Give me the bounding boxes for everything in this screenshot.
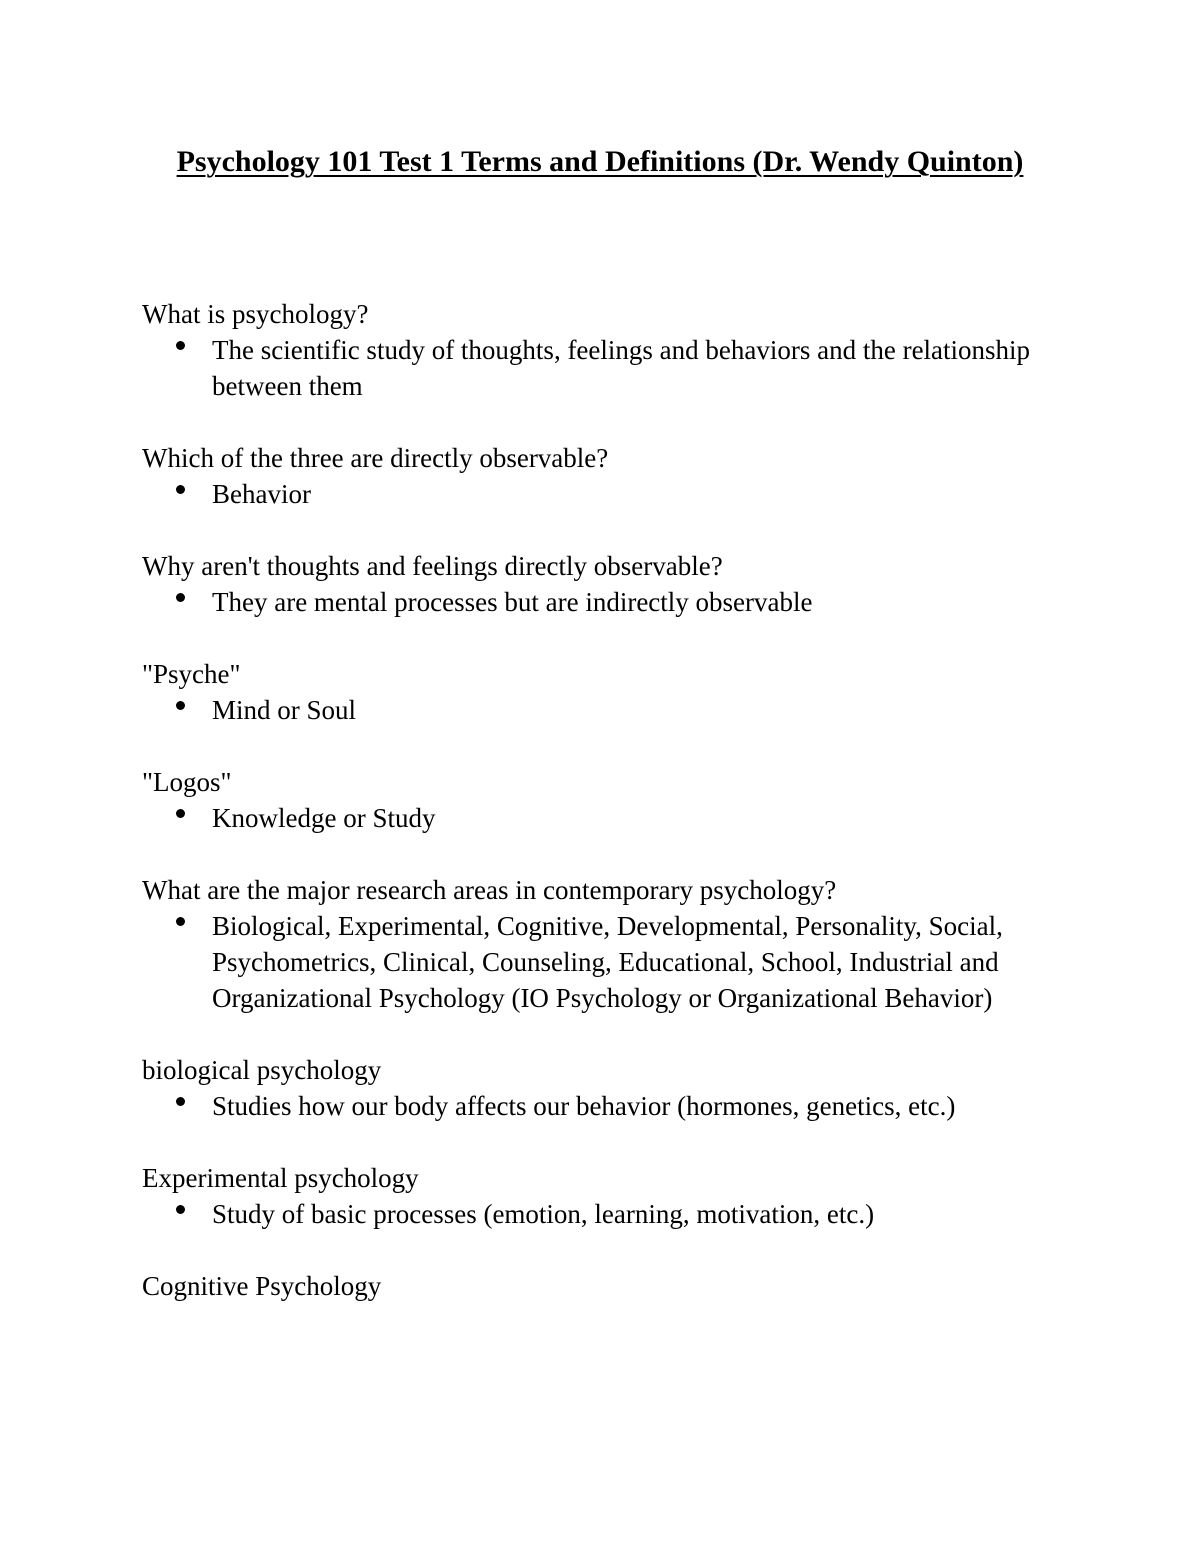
entry [142, 548, 1062, 620]
entry-list [142, 296, 1062, 1340]
entry-term: Cognitive Psychology [142, 1271, 382, 1301]
entry [142, 872, 1062, 1016]
bullet-icon [176, 809, 185, 818]
definition-text: Study of basic processes (emotion, learning, motivation, etc.) [212, 1199, 875, 1229]
entry-term: What is psychology? [142, 299, 369, 329]
bullet-icon [176, 1205, 185, 1214]
definition-list [142, 908, 1062, 1016]
definition-text: Studies how our body affects our behavior (hormones, genetics, etc.) [212, 1091, 956, 1121]
definition-text: Behavior [212, 479, 311, 509]
entry [142, 1160, 1062, 1232]
bullet-icon [176, 917, 185, 926]
definition-text: They are mental processes but are indirectly observable [212, 587, 813, 617]
definition-text: Biological, Experimental, Cognitive, Developmental, Personality, Social, Psychometrics, Clinical, Counseling, Educational, School, Industrial and Organizational Psychology (IO Psychology or Organizational Behavior) [212, 911, 1003, 1013]
definition-text: Knowledge or Study [212, 803, 436, 833]
definition-item [142, 1196, 1062, 1232]
entry [142, 440, 1062, 512]
bullet-icon [176, 341, 185, 350]
definition-list [142, 800, 1062, 836]
bullet-icon [176, 593, 185, 602]
entry [142, 1052, 1062, 1124]
bullet-icon [176, 1097, 185, 1106]
definition-text: The scientific study of thoughts, feelings and behaviors and the relationship between them [212, 335, 1031, 401]
definition-item [142, 800, 1062, 836]
entry-term: "Logos" [142, 767, 232, 797]
entry-term: "Psyche" [142, 659, 241, 689]
entry-term: What are the major research areas in contemporary psychology? [142, 875, 837, 905]
definition-list [142, 332, 1062, 404]
entry [142, 1268, 1062, 1304]
definition-list [142, 584, 1062, 620]
definition-list [142, 1088, 1062, 1124]
definition-item [142, 476, 1062, 512]
definition-item [142, 584, 1062, 620]
definition-list [142, 476, 1062, 512]
definition-item [142, 332, 1062, 404]
definition-list [142, 692, 1062, 728]
definition-item [142, 1088, 1062, 1124]
entry-term: Which of the three are directly observable? [142, 443, 609, 473]
bullet-icon [176, 485, 185, 494]
definition-item [142, 908, 1062, 1016]
document-title: Psychology 101 Test 1 Terms and Definitions (Dr. Wendy Quinton) [176, 145, 1024, 178]
entry [142, 296, 1062, 404]
bullet-icon [176, 701, 185, 710]
entry-term: Experimental psychology [142, 1163, 419, 1193]
definition-text: Mind or Soul [212, 695, 357, 725]
entry [142, 764, 1062, 836]
definition-list [142, 1196, 1062, 1232]
definition-item [142, 692, 1062, 728]
entry-term: biological psychology [142, 1055, 382, 1085]
entry [142, 656, 1062, 728]
entry-term: Why aren't thoughts and feelings directly observable? [142, 551, 723, 581]
